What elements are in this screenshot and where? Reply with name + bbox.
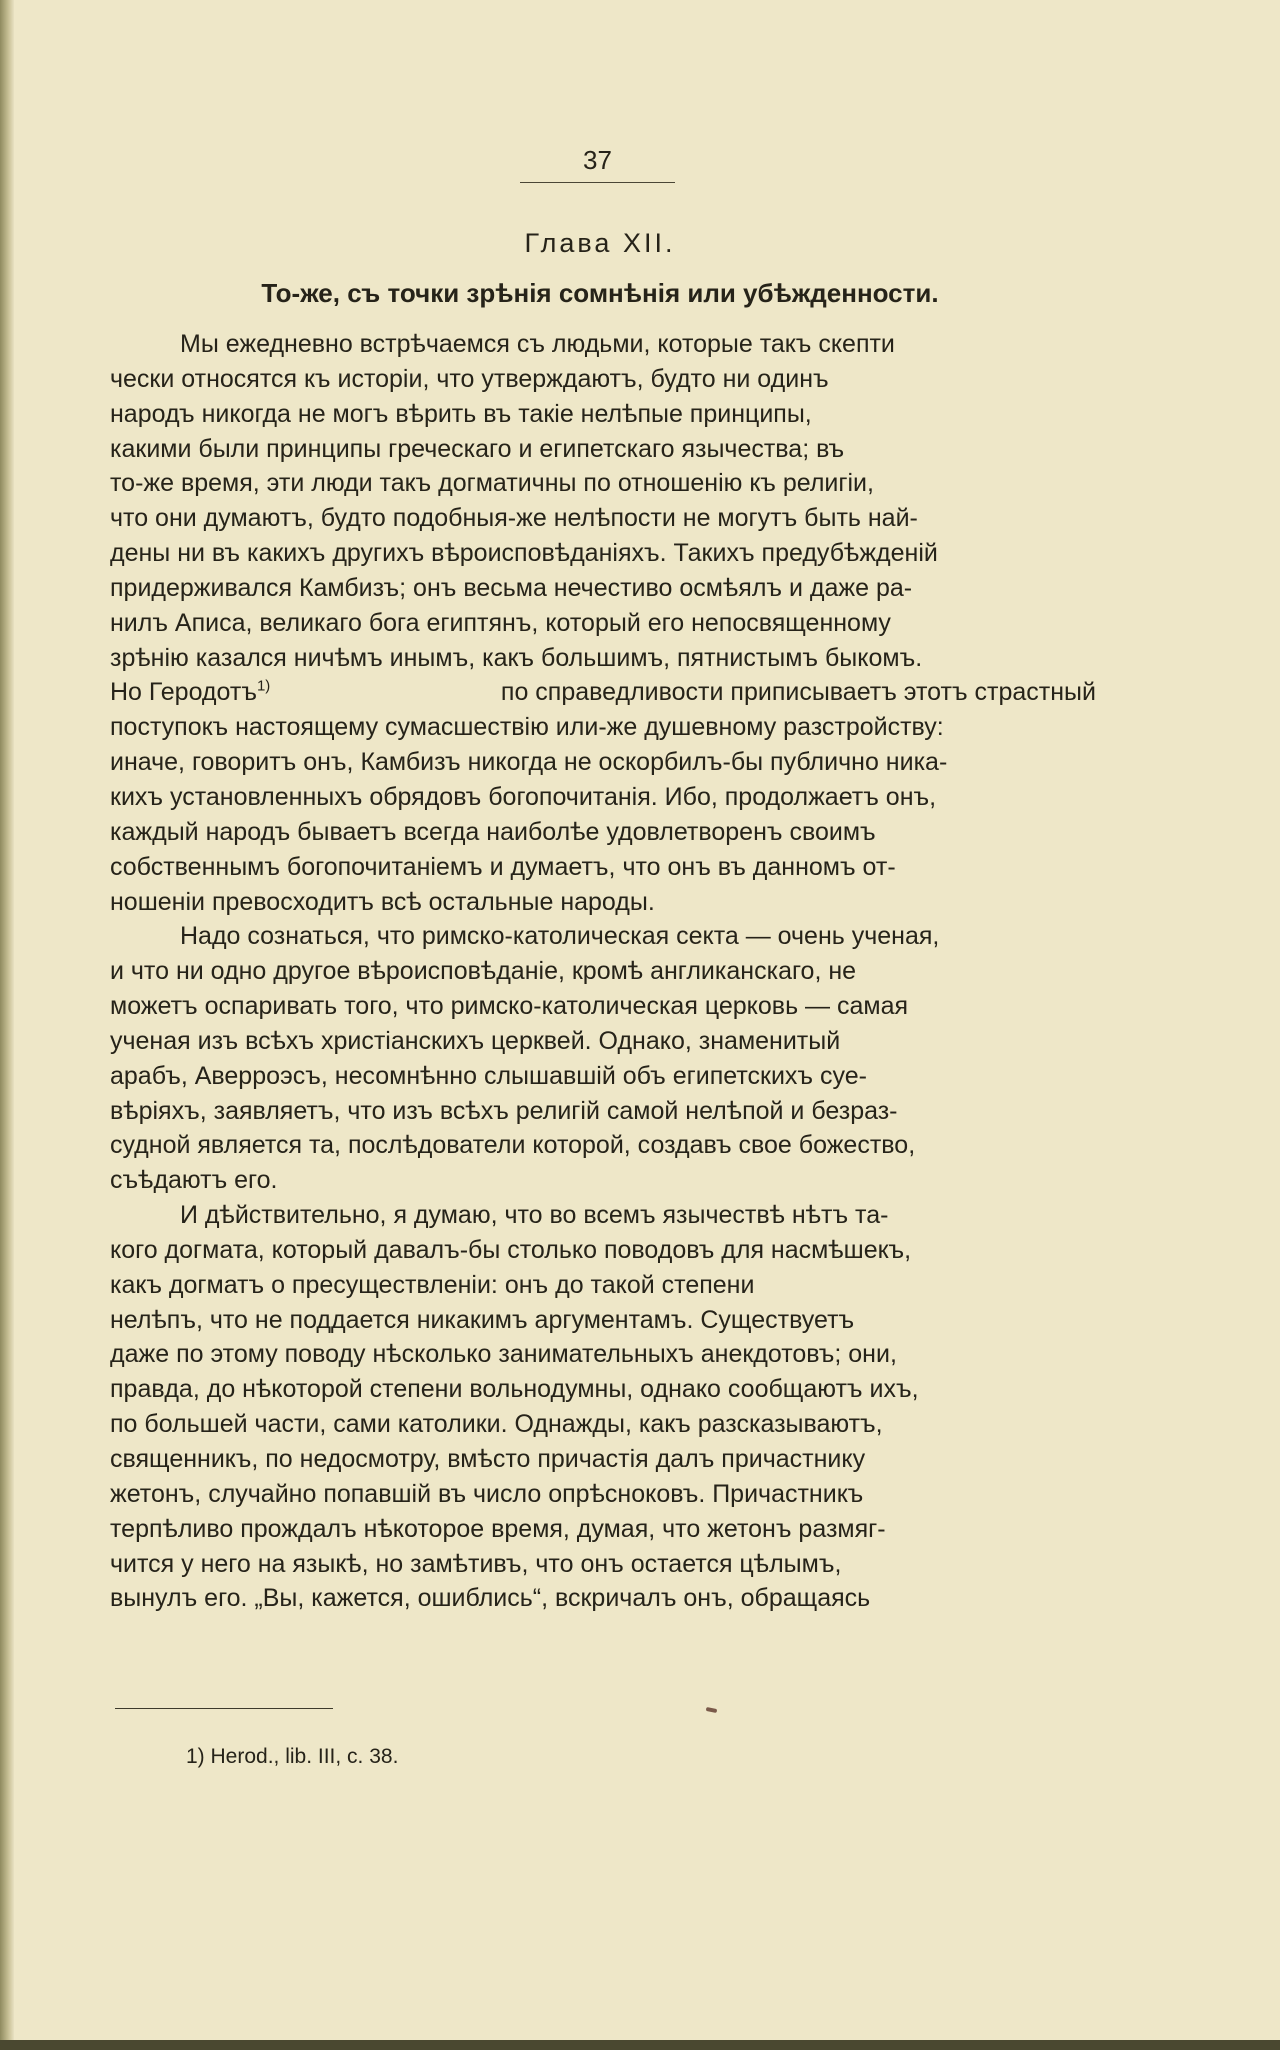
- text-line: И дѣйствительно, я думаю, что во всемъ язычествѣ нѣтъ та-: [180, 1201, 889, 1230]
- text-line: то-же время, эти люди такъ догматичны по отношенію къ религіи,: [110, 469, 874, 498]
- text-line: вынулъ его. „Вы, кажется, ошиблись“, вскричалъ онъ, обращаясь: [110, 1584, 871, 1613]
- text-line: правда, до нѣкоторой степени вольнодумны, однако сообщаютъ ихъ,: [110, 1375, 919, 1404]
- text-line: арабъ, Аверроэсъ, несомнѣнно слышавшій объ египетскихъ суе-: [110, 1061, 867, 1090]
- text-line: даже по этому поводу нѣсколько занимательныхъ анекдотовъ; они,: [110, 1340, 897, 1369]
- text-line: чится у него на языкѣ, но замѣтивъ, что онъ остается цѣлымъ,: [110, 1549, 842, 1578]
- text-line: вѣріяхъ, заявляетъ, что изъ всѣхъ религій самой нелѣпой и безраз-: [110, 1096, 898, 1125]
- text-line: народъ никогда не могъ вѣрить въ такіе нелѣпые принципы,: [110, 399, 812, 428]
- chapter-title: То-же, съ точки зрѣнія сомнѣнія или убѣжденности.: [261, 278, 939, 308]
- ink-speck: [706, 1707, 718, 1713]
- text-line: какими были принципы греческаго и египетскаго язычества; въ: [110, 434, 845, 463]
- text-line: собственнымъ богопочитаніемъ и думаетъ, что онъ въ данномъ от-: [110, 852, 896, 881]
- text-line: что они думаютъ, будто подобныя-же нелѣпости не могутъ быть най-: [110, 504, 918, 533]
- text-line-with-footnote: [110, 675, 1096, 710]
- page-bottom-edge: [0, 2040, 1280, 2050]
- text-line: зрѣнію казался ничѣмъ инымъ, какъ большимъ, пятнистымъ быкомъ.: [110, 643, 923, 672]
- body-text: [110, 327, 1096, 1616]
- text-line: жетонъ, случайно попавшій въ число опрѣсноковъ. Причастникъ: [110, 1479, 864, 1508]
- text-line: терпѣливо прождалъ нѣкоторое время, думая, что жетонъ размяг-: [110, 1514, 886, 1543]
- paragraph-1: [110, 327, 1096, 919]
- footnote-rule: [115, 1708, 333, 1709]
- paragraph-2: [110, 919, 1096, 1198]
- text-line: чески относятся къ исторіи, что утверждаютъ, будто ни одинъ: [110, 364, 829, 393]
- text-line: каждый народъ бываетъ всегда наиболѣе удовлетворенъ своимъ: [110, 817, 876, 846]
- chapter-label: Глава XII.: [524, 228, 676, 258]
- text-line: придерживался Камбизъ; онъ весьма нечестиво осмѣялъ и даже ра-: [110, 573, 913, 602]
- text-fragment: Но Геродотъ: [110, 678, 257, 707]
- text-line: судной является та, послѣдователи которой, создавъ свое божество,: [110, 1131, 916, 1160]
- text-line: иначе, говоритъ онъ, Камбизъ никогда не оскорбилъ-бы публично ника-: [110, 748, 948, 777]
- text-line: можетъ оспаривать того, что римско-католическая церковь — самая: [110, 992, 909, 1021]
- text-line: кого догмата, который давалъ-бы столько поводовъ для насмѣшекъ,: [110, 1235, 912, 1264]
- text-line: Мы ежедневно встрѣчаемся съ людьми, которые такъ скепти: [180, 330, 895, 358]
- paragraph-3: [110, 1198, 1096, 1616]
- text-line: какъ догматъ о пресуществленіи: онъ до такой степени: [110, 1270, 755, 1299]
- footnote: 1) Herod., lib. III, c. 38.: [186, 1745, 399, 1768]
- text-line: ученая изъ всѣхъ христіанскихъ церквей. Однако, знаменитый: [110, 1026, 841, 1055]
- text-line: священникъ, по недосмотру, вмѣсто причастія далъ причастнику: [110, 1445, 866, 1473]
- text-line: нилъ Аписа, великаго бога египтянъ, который его непосвященному: [110, 608, 891, 637]
- text-line: кихъ установленныхъ обрядовъ богопочитанія. Ибо, продолжаетъ онъ,: [110, 782, 937, 811]
- page-number: 37: [583, 145, 612, 175]
- text-line: по большей части, сами католики. Однажды, какъ разсказываютъ,: [110, 1410, 883, 1439]
- page-header: [520, 144, 675, 183]
- text-line: нелѣпъ, что не поддается никакимъ аргументамъ. Существуетъ: [110, 1305, 855, 1334]
- footnote-marker: 1): [256, 678, 271, 696]
- text-line: и что ни одно другое вѣроисповѣданіе, кромѣ англиканскаго, не: [110, 957, 857, 986]
- text-line: ношеніи превосходитъ всѣ остальные народы.: [110, 887, 655, 916]
- text-line: Надо сознаться, что римско-католическая секта — очень ученая,: [180, 922, 940, 951]
- header-rule: [520, 182, 675, 183]
- text-line: поступокъ настоящему сумасшествію или-же душевному разстройству:: [110, 713, 944, 742]
- text-fragment: по справедливости приписываетъ этотъ страстный: [500, 678, 1096, 707]
- text-line: дены ни въ какихъ другихъ вѣроисповѣданіяхъ. Такихъ предубѣжденій: [110, 539, 938, 568]
- text-line: съѣдаютъ его.: [110, 1166, 278, 1195]
